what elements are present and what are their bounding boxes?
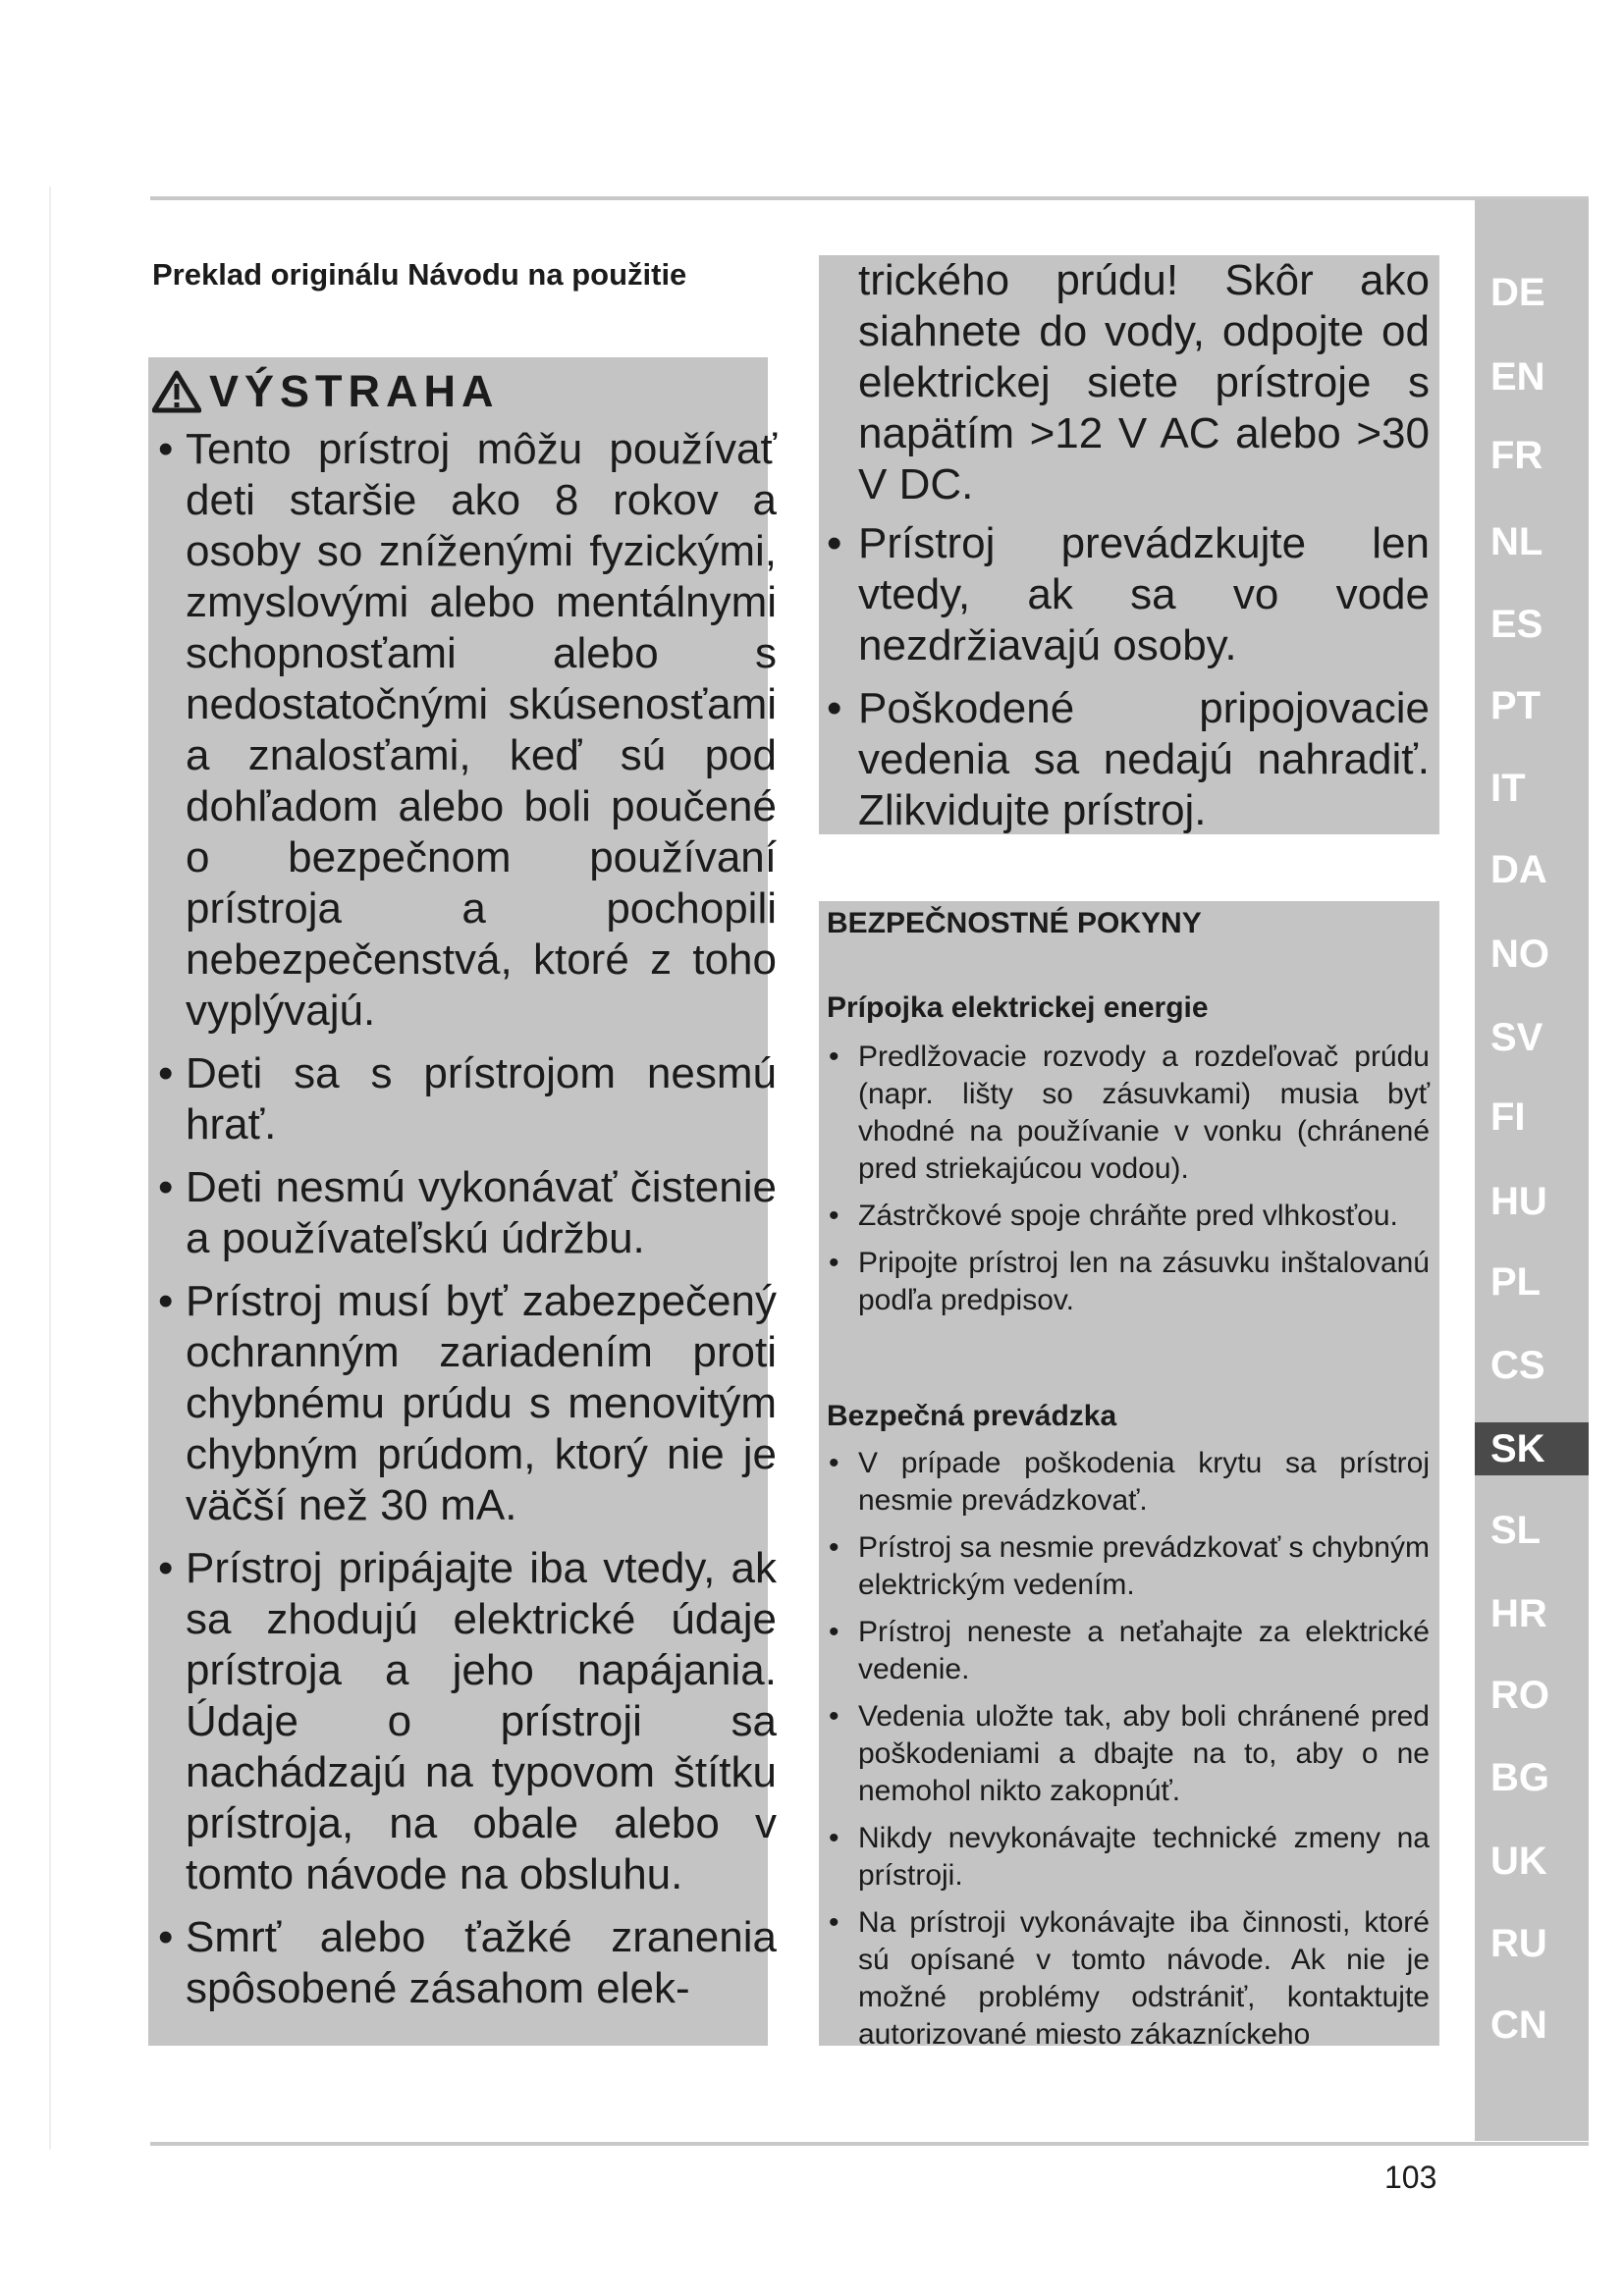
lang-tab-fi[interactable]: FI: [1490, 1095, 1526, 1139]
lang-tab-de[interactable]: DE: [1490, 270, 1545, 314]
lang-tab-no[interactable]: NO: [1490, 932, 1549, 976]
lang-tab-nl[interactable]: NL: [1490, 519, 1543, 563]
section-title-power: Prípojka elektrickej energie: [827, 991, 1209, 1024]
list-item: • Vedenia uložte tak, aby boli chránené pred poškodeniami a dbajte na to, aby o ne nemohol nikto zakopnúť.: [819, 1698, 1430, 1810]
lang-tab-en[interactable]: EN: [1490, 354, 1545, 399]
lang-tab-ro[interactable]: RO: [1490, 1673, 1549, 1717]
list-item: • Nikdy nevykonávajte technické zmeny na prístroji.: [819, 1820, 1430, 1895]
lang-tab-sv[interactable]: SV: [1490, 1015, 1543, 1059]
document-heading: Preklad originálu Návodu na použitie: [152, 257, 687, 292]
lang-tab-sk[interactable]: SK: [1475, 1422, 1589, 1475]
lang-tab-bg[interactable]: BG: [1490, 1755, 1549, 1799]
warning-item: • Deti nesmú vykonávať čistenie a používateľskú údržbu.: [148, 1162, 777, 1264]
lang-tab-it[interactable]: IT: [1490, 766, 1526, 810]
warning-box: [148, 357, 777, 2046]
list-item: • Pripojte prístroj len na zásuvku inštalovanú podľa predpisov.: [819, 1245, 1430, 1319]
list-item: • Prístroj neneste a neťahajte za elektrické vedenie.: [819, 1614, 1430, 1688]
lang-tab-ru[interactable]: RU: [1490, 1921, 1547, 1965]
warning-continuation-list: [819, 518, 1430, 848]
warning-triangle-icon: [152, 370, 201, 413]
warning-item: • Poškodené pripojovacie vedenia sa nedajú nahradiť. Zlikvidujte prístroj.: [819, 683, 1430, 836]
left-margin-line: [49, 187, 51, 2150]
lang-tab-sl[interactable]: SL: [1490, 1508, 1542, 1552]
list-item: • V prípade poškodenia krytu sa prístroj nesmie prevádzkovať.: [819, 1445, 1430, 1520]
lang-tab-es[interactable]: ES: [1490, 602, 1543, 646]
warning-continuation-text: trického prúdu! Skôr ako siahnete do vody, odpojte od elektrickej siete prístroje s napätím >12 V AC alebo >30 V DC.: [858, 256, 1430, 508]
bottom-rule: [150, 2142, 1589, 2146]
lang-tab-cn[interactable]: CN: [1490, 2002, 1547, 2047]
safety-instructions-box: [819, 901, 1439, 2051]
list-item: • Zástrčkové spoje chráňte pred vlhkosťou.: [819, 1198, 1430, 1235]
list-item: • Predlžovacie rozvody a rozdeľovač prúdu (napr. lišty so zásuvkami) musia byť vhodné na používanie v vonku (chránené pred striekajúcou vodou).: [819, 1039, 1430, 1188]
operation-list: [819, 1445, 1430, 2063]
page-number: 103: [1384, 2160, 1437, 2195]
warning-continuation-box: [819, 255, 1439, 834]
lang-tab-da[interactable]: DA: [1490, 847, 1547, 891]
lang-tab-hu[interactable]: HU: [1490, 1179, 1547, 1223]
warning-item: • Smrť alebo ťažké zranenia spôsobené zásahom elek-: [148, 1912, 777, 2014]
power-list: [819, 1039, 1430, 1329]
list-item: • Na prístroji vykonávajte iba činnosti, ktoré sú opísané v tomto návode. Ak nie je možné problémy odstrániť, kontaktujte autorizované miesto zákazníckeho: [819, 1904, 1430, 2054]
section-title-operation: Bezpečná prevádzka: [827, 1400, 1117, 1432]
lang-tab-hr[interactable]: HR: [1490, 1591, 1547, 1635]
warning-title-text: VÝSTRAHA: [209, 366, 500, 416]
warning-item: • Prístroj pripájajte iba vtedy, ak sa zhodujú elektrické údaje prístroja a jeho napájania. Údaje o prístroji sa nachádzajú na typovom štítku prístroja, na obale alebo v tomto návode na obsluhu.: [148, 1543, 777, 1900]
list-item: • Prístroj sa nesmie prevádzkovať s chybným elektrickým vedením.: [819, 1529, 1430, 1604]
warning-item: • Prístroj musí byť zabezpečený ochranným zariadením proti chybnému prúdu s menovitým chybným prúdom, ktorý nie je väčší než 30 mA.: [148, 1276, 777, 1531]
lang-tab-fr[interactable]: FR: [1490, 433, 1543, 477]
lang-tab-uk[interactable]: UK: [1490, 1839, 1547, 1883]
top-rule: [150, 196, 1589, 200]
lang-tab-cs[interactable]: CS: [1490, 1343, 1545, 1387]
warning-title: [152, 357, 500, 426]
warning-list: [148, 424, 777, 2026]
lang-tab-pl[interactable]: PL: [1490, 1259, 1542, 1304]
lang-tab-pt[interactable]: PT: [1490, 683, 1542, 727]
warning-item: • Prístroj prevádzkujte len vtedy, ak sa vo vode nezdržiavajú osoby.: [819, 518, 1430, 671]
warning-item: • Tento prístroj môžu používať deti staršie ako 8 rokov a osoby so zníženými fyzickými, zmyslovými alebo mentálnymi schopnosťami alebo s nedostatočnými skúsenosťami a znalosťami, keď sú pod dohľadom alebo boli poučené o bezpečnom používaní prístroja a pochopili nebezpečenstvá, ktoré z toho vyplývajú.: [148, 424, 777, 1037]
warning-item: • Deti sa s prístrojom nesmú hrať.: [148, 1048, 777, 1150]
safety-title: BEZPEČNOSTNÉ POKYNY: [827, 907, 1202, 939]
language-sidebar: [1475, 199, 1589, 2141]
